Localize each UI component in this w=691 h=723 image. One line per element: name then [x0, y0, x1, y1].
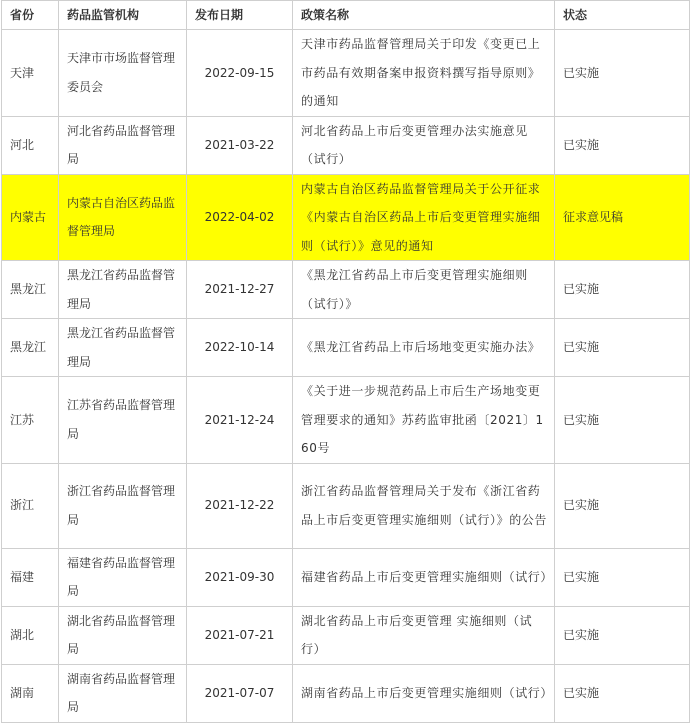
table-row	[2, 261, 690, 319]
table-row	[2, 548, 690, 606]
status-cell: 已实施	[555, 30, 690, 117]
table-row	[2, 116, 690, 174]
agency-cell: 湖南省药品监督管理局	[59, 664, 187, 722]
status-cell: 已实施	[555, 606, 690, 664]
policy-cell: 河北省药品上市后变更管理办法实施意见（试行）	[293, 116, 555, 174]
table-row	[2, 664, 690, 722]
status-cell: 征求意见稿	[555, 174, 690, 261]
policy-cell: 天津市药品监督管理局关于印发《变更已上市药品有效期备案申报资料撰写指导原则》的通知	[293, 30, 555, 117]
date-cell: 2022-09-15	[187, 30, 293, 117]
table-row	[2, 30, 690, 117]
date-cell: 2021-07-07	[187, 664, 293, 722]
date-cell: 2022-10-14	[187, 319, 293, 377]
agency-cell: 江苏省药品监督管理局	[59, 377, 187, 464]
header-agency: 药品监管机构	[59, 1, 187, 30]
date-cell: 2021-03-22	[187, 116, 293, 174]
policy-cell: 福建省药品上市后变更管理实施细则（试行）	[293, 548, 555, 606]
agency-cell: 内蒙古自治区药品监督管理局	[59, 174, 187, 261]
date-cell: 2021-09-30	[187, 548, 293, 606]
policy-cell: 《黑龙江省药品上市后场地变更实施办法》	[293, 319, 555, 377]
status-cell: 已实施	[555, 463, 690, 548]
date-cell: 2022-04-02	[187, 174, 293, 261]
province-cell: 河北	[2, 116, 59, 174]
policy-table	[1, 0, 690, 723]
policy-cell: 《黑龙江省药品上市后变更管理实施细则（试行）》	[293, 261, 555, 319]
agency-cell: 浙江省药品监督管理局	[59, 463, 187, 548]
agency-cell: 黑龙江省药品监督管理局	[59, 261, 187, 319]
agency-cell: 湖北省药品监督管理局	[59, 606, 187, 664]
province-cell: 黑龙江	[2, 319, 59, 377]
header-date: 发布日期	[187, 1, 293, 30]
province-cell: 湖南	[2, 664, 59, 722]
table-row	[2, 174, 690, 261]
date-cell: 2021-12-22	[187, 463, 293, 548]
status-cell: 已实施	[555, 377, 690, 464]
header-row	[2, 1, 690, 30]
status-cell: 已实施	[555, 319, 690, 377]
date-cell: 2021-12-27	[187, 261, 293, 319]
table-row	[2, 463, 690, 548]
header-status: 状态	[555, 1, 690, 30]
table-row	[2, 606, 690, 664]
province-cell: 湖北	[2, 606, 59, 664]
province-cell: 黑龙江	[2, 261, 59, 319]
status-cell: 已实施	[555, 548, 690, 606]
province-cell: 浙江	[2, 463, 59, 548]
province-cell: 内蒙古	[2, 174, 59, 261]
province-cell: 天津	[2, 30, 59, 117]
agency-cell: 福建省药品监督管理局	[59, 548, 187, 606]
policy-cell: 内蒙古自治区药品监督管理局关于公开征求《内蒙古自治区药品上市后变更管理实施细则（试行）》意见的通知	[293, 174, 555, 261]
province-cell: 福建	[2, 548, 59, 606]
agency-cell: 黑龙江省药品监督管理局	[59, 319, 187, 377]
policy-cell: 《关于进一步规范药品上市后生产场地变更管理要求的通知》苏药监审批函〔2021〕160号	[293, 377, 555, 464]
status-cell: 已实施	[555, 664, 690, 722]
status-cell: 已实施	[555, 261, 690, 319]
date-cell: 2021-12-24	[187, 377, 293, 464]
status-cell: 已实施	[555, 116, 690, 174]
table-row	[2, 377, 690, 464]
province-cell: 江苏	[2, 377, 59, 464]
policy-cell: 湖北省药品上市后变更管理 实施细则（试行）	[293, 606, 555, 664]
agency-cell: 河北省药品监督管理局	[59, 116, 187, 174]
policy-cell: 浙江省药品监督管理局关于发布《浙江省药品上市后变更管理实施细则（试行）》的公告	[293, 463, 555, 548]
header-policy: 政策名称	[293, 1, 555, 30]
policy-cell: 湖南省药品上市后变更管理实施细则（试行）	[293, 664, 555, 722]
table-row	[2, 319, 690, 377]
header-province: 省份	[2, 1, 59, 30]
agency-cell: 天津市市场监督管理委员会	[59, 30, 187, 117]
date-cell: 2021-07-21	[187, 606, 293, 664]
